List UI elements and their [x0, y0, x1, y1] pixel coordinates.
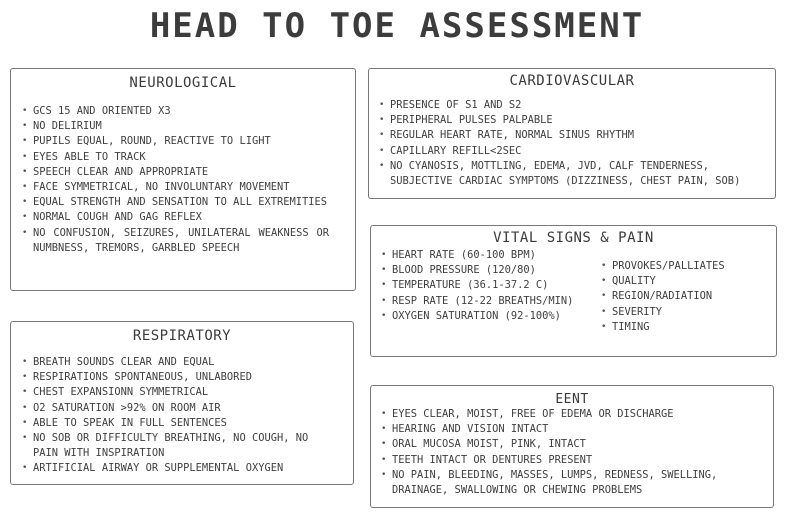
list-item: • SEVERITY: [601, 305, 771, 320]
cardiovascular-list: [379, 98, 767, 189]
list-item: • CAPILLARY REFILL<2SEC: [379, 144, 767, 159]
list-item: • HEART RATE (60-100 BPM): [381, 248, 601, 263]
pain-assessment-list: [601, 248, 771, 335]
list-item: • BREATH SOUNDS CLEAR AND EQUAL: [22, 355, 337, 370]
list-item: • QUALITY: [601, 274, 771, 289]
list-item: • REGULAR HEART RATE, NORMAL SINUS RHYTHM: [379, 128, 767, 143]
list-item: • FACE SYMMETRICAL, NO INVOLUNTARY MOVEMENT: [22, 180, 329, 195]
vital-signs-list: [381, 248, 601, 335]
list-item: • NO SOB OR DIFFICULTY BREATHING, NO COUGH, NO PAIN WITH INSPIRATION: [22, 431, 337, 461]
list-item: • PRESENCE OF S1 AND S2: [379, 98, 767, 113]
cardiovascular-heading: CARDIOVASCULAR: [509, 73, 635, 89]
list-item: • NO DELIRIUM: [22, 119, 329, 134]
list-item: • HEARING AND VISION INTACT: [381, 422, 759, 437]
respiratory-list: [22, 355, 337, 477]
cardiovascular-card: [368, 68, 776, 199]
page-title: HEAD TO TOE ASSESSMENT: [149, 6, 645, 46]
list-item: • ABLE TO SPEAK IN FULL SENTENCES: [22, 416, 337, 431]
eent-heading: EENT: [555, 392, 589, 407]
neurological-list: [22, 104, 329, 256]
list-item: • PROVOKES/PALLIATES: [601, 259, 771, 274]
vital-signs-columns: [381, 248, 776, 335]
eent-list: [381, 407, 759, 498]
list-item: • ORAL MUCOSA MOIST, PINK, INTACT: [381, 437, 759, 452]
list-item: • NO PAIN, BLEEDING, MASSES, LUMPS, REDNESS, SWELLING, DRAINAGE, SWALLOWING OR CHEWING PROBLEMS: [381, 468, 759, 498]
list-item: • GCS 15 AND ORIENTED X3: [22, 104, 329, 119]
list-item: • RESP RATE (12-22 BREATHS/MIN): [381, 294, 601, 309]
list-item: • BLOOD PRESSURE (120/80): [381, 263, 601, 278]
list-item: • PERIPHERAL PULSES PALPABLE: [379, 113, 767, 128]
list-item: • ARTIFICIAL AIRWAY OR SUPPLEMENTAL OXYGEN: [22, 461, 337, 476]
list-item: • TIMING: [601, 320, 771, 335]
list-item: • TEMPERATURE (36.1-37.2 C): [381, 278, 601, 293]
neurological-heading: NEUROLOGICAL: [129, 75, 237, 91]
list-item: • REGION/RADIATION: [601, 289, 771, 304]
list-item: • EYES CLEAR, MOIST, FREE OF EDEMA OR DISCHARGE: [381, 407, 759, 422]
vital-signs-heading: VITAL SIGNS & PAIN: [493, 230, 654, 246]
list-item: • CHEST EXPANSIONN SYMMETRICAL: [22, 385, 337, 400]
list-item: • NO CONFUSION, SEIZURES, UNILATERAL WEAKNESS OR NUMBNESS, TREMORS, GARBLED SPEECH: [22, 226, 329, 256]
neurological-card: [10, 68, 356, 291]
respiratory-card: [10, 321, 354, 485]
list-item: • NO CYANOSIS, MOTTLING, EDEMA, JVD, CALF TENDERNESS, SUBJECTIVE CARDIAC SYMPTOMS (DIZZINESS, CHEST PAIN, SOB): [379, 159, 767, 189]
list-item: • OXYGEN SATURATION (92-100%): [381, 309, 601, 324]
list-item: • PUPILS EQUAL, ROUND, REACTIVE TO LIGHT: [22, 134, 329, 149]
list-item: • EQUAL STRENGTH AND SENSATION TO ALL EXTREMITIES: [22, 195, 329, 210]
list-item: • O2 SATURATION >92% ON ROOM AIR: [22, 401, 337, 416]
vital-signs-card: [370, 225, 777, 357]
list-item: • RESPIRATIONS SPONTANEOUS, UNLABORED: [22, 370, 337, 385]
list-item: • NORMAL COUGH AND GAG REFLEX: [22, 210, 329, 225]
list-item: • EYES ABLE TO TRACK: [22, 150, 329, 165]
list-item: • SPEECH CLEAR AND APPROPRIATE: [22, 165, 329, 180]
respiratory-heading: RESPIRATORY: [132, 328, 232, 344]
list-item: • TEETH INTACT OR DENTURES PRESENT: [381, 453, 759, 468]
eent-card: [370, 385, 774, 508]
